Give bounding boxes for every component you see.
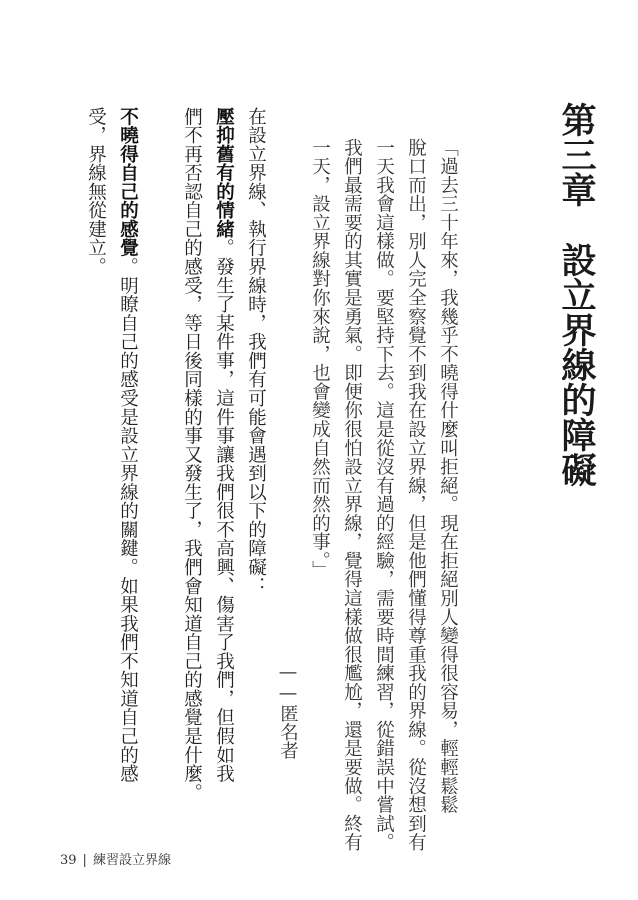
body-paragraph-1-line-1 — [214, 107, 233, 783]
quote-line-2: 脫口而出，別人完全察覺不到我在設立界線，但是他們懂得尊重我的界線。從沒想到有 — [405, 138, 427, 852]
body-text: 。發生了某件事，這件事讓我們很不高興、傷害了我們，但假如我 — [213, 238, 235, 784]
chapter-title: 第三章 設立界線的障礙 — [556, 102, 597, 487]
body-paragraph-1-line-2: 們不再否認自己的感受，等日後同樣的事又發生了，我們會知道自己的感覺是什麼。 — [181, 107, 203, 802]
quote-line-1: 「過去三十年來，我幾乎不曉得什麼叫拒絕。現在拒絕別人變得很容易，輕輕鬆鬆 — [437, 138, 459, 815]
quote-attribution: ——匿名者 — [277, 662, 299, 760]
quote-line-5: 一天，設立界線對你來說，也會變成自然而然的事。」 — [309, 138, 331, 580]
book-title: 練習設立界線 — [92, 853, 171, 868]
obstacle-heading-1: 壓抑舊有的情緒 — [213, 107, 235, 239]
footer-separator: | — [82, 853, 87, 868]
body-paragraph-2-line-1 — [118, 107, 137, 783]
body-text: 。明瞭自己的感受是設立界線的關鍵。如果我們不知道自己的感 — [117, 257, 139, 784]
page-number: 39 — [60, 853, 77, 868]
quote-line-3: 一天我會這樣做。要堅持下去。這是從沒有過的經驗，需要時間練習，從錯誤中嘗試。 — [373, 138, 395, 852]
obstacle-heading-2: 不曉得自己的感覺 — [117, 107, 139, 258]
page-footer — [60, 849, 171, 868]
quote-line-4: 我們最需要的其實是勇氣。即便你很怕設立界線，覺得這樣做很尷尬，還是要做。終有 — [341, 138, 363, 852]
body-intro: 在設立界線、執行界線時，我們有可能會遇到以下的障礙： — [245, 107, 267, 596]
body-paragraph-2-line-2: 受，界線無從建立。 — [85, 107, 107, 277]
